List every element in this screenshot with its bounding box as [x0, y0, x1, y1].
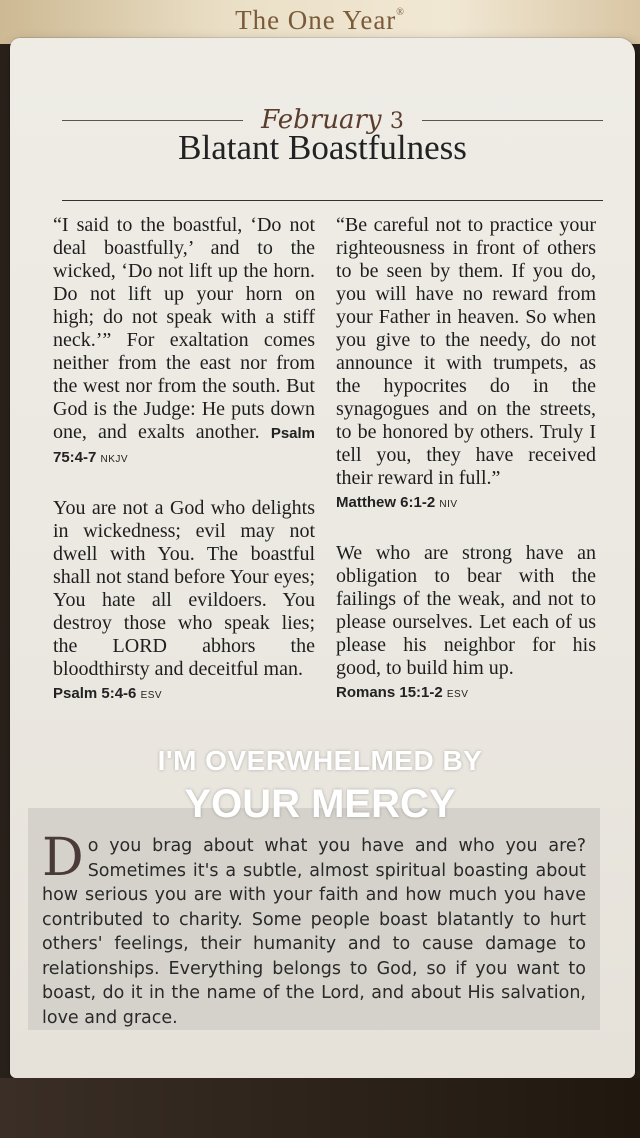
right-column: [336, 214, 596, 706]
overlay-caption-line1: I'M OVERWHELMED BY: [157, 745, 483, 776]
scripture-reference: Romans 15:1-2 ESV: [336, 684, 469, 701]
date-rule-left: [62, 120, 243, 121]
scripture-reference: Psalm 75:4-7 NKJV: [53, 425, 316, 466]
passage-text: We who are strong have an obligation to bear with the failings of the weak, and not to please ourselves. Let each of us please his neighbor for his good, to build him up. Romans 15:1-2 ESV: [336, 542, 596, 701]
scripture-reference: Psalm 5:4-6 ESV: [53, 685, 163, 702]
scripture-reference: Matthew 6:1-2 NIV: [336, 494, 458, 511]
date-label: February 3: [261, 105, 404, 135]
devotion-box: [28, 808, 600, 1030]
devotion-text: Do you brag about what you have and who you are? Sometimes it's a subtle, almost spiritual boasting about how serious you are with your faith and how much you have contributed to charity. Some people boast blatantly to hurt others' feelings, their humanity and to cause damage to relationships. Everything belongs to God, so if you want to boast, do it in the name of the Lord, and about His salvation, love and grace.: [42, 828, 586, 1028]
passage-text: You are not a God who delights in wickedness; evil may not dwell with You. The boastful shall not stand before Your eyes; You hate all evildoers. You destroy those who speak lies; the LORD abhors the bloodthirsty and deceitful man. Psalm 5:4-6 ESV: [53, 497, 315, 702]
overlay-caption-line2: YOUR MERCY: [184, 782, 456, 826]
drop-cap: D: [42, 828, 84, 888]
table-surface: [0, 1078, 640, 1138]
passage-text: “I said to the boastful, ‘Do not deal boastfully,’ and to the wicked, ‘Do not lift up the horn. Do not lift up your horn on high; do not speak with a stiff neck.’” For exaltation comes neither from the east nor from the west nor from the south. But God is the Judge: He puts down one, and exalts another. Psalm 75:4-7 NKJV: [53, 214, 316, 466]
book-title: The One Year®: [235, 5, 405, 35]
passage-text: “Be careful not to practice your righteousness in front of others to be seen by them. If you do, you will have no reward from your Father in heaven. So when you give to the needy, do not announce it with trumpets, as the hypocrites do in the synagogues and on the streets, to be honored by others. Truly I tell you, they have received their reward in full.” Matthew 6:1-2 NIV: [336, 214, 596, 511]
title-rule: [62, 200, 603, 201]
date-rule-right: [422, 120, 603, 121]
left-column: [53, 214, 315, 707]
entry-title: Blatant Boastfulness: [178, 128, 467, 167]
